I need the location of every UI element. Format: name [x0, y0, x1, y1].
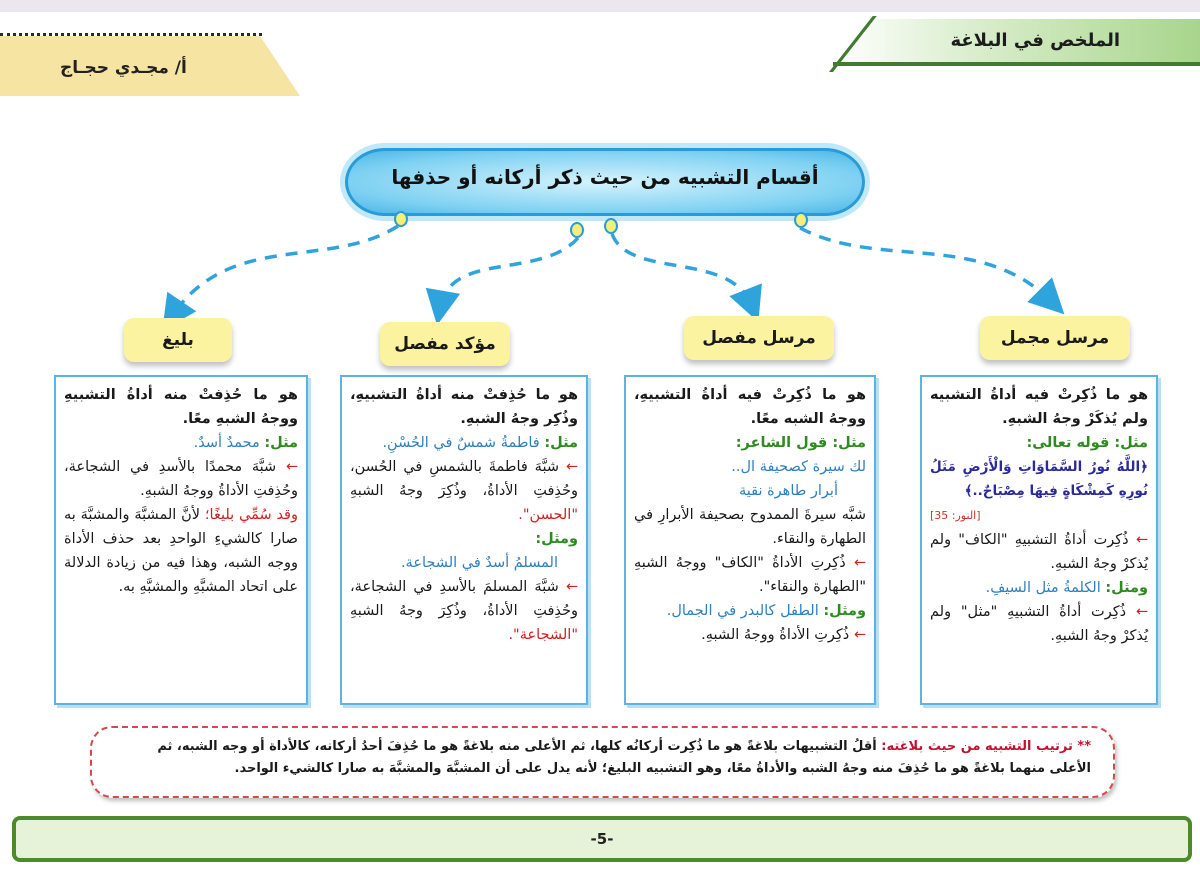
- example2-label: ومثل:: [535, 531, 578, 547]
- definition: هو ما ذُكِرتْ فيه أداةُ التشبيه ولم يُذكَرْ وجهُ الشبهِ.: [930, 387, 1148, 427]
- explanation: ذُكِرتِ الأداةُ "الكاف" ووجهُ الشبهِ "الطهارة والنقاء".: [634, 555, 866, 595]
- explanation: شبَّه سيرةَ الممدوح بصحيفة الأبرارِ في الطهارة والنقاء.: [634, 507, 866, 547]
- arrow-to-muakkad-mufassal: [440, 238, 578, 308]
- poem-line: أبرار طاهرة نقية: [738, 483, 838, 499]
- explanation: شبَّهَ محمدًا بالأسدِ في الشجاعة، وحُذِفتِ الأداةُ ووجهُ الشبهِ.: [64, 459, 298, 499]
- highlight: "الحسن".: [518, 507, 578, 523]
- arrow-to-mursal-mufassal: [612, 234, 752, 306]
- arrow-icon: ←: [1135, 604, 1148, 620]
- box-mursal-mujmal: [920, 375, 1158, 705]
- arrow-to-baligh: [172, 226, 398, 316]
- box-baligh: [54, 375, 308, 705]
- definition: هو ما حُذِفتْ منه أداةُ التشبيهِ ووجهُ الشبهِ معًا.: [64, 387, 298, 427]
- arrow-to-mursal-mujmal: [800, 228, 1052, 302]
- naming-note: وقد سُمِّي بليغًا؛: [204, 507, 298, 523]
- explanation: شبَّهَ المسلمَ بالأسدِ في الشجاعة، وحُذِفتِ الأداةُ، وذُكِرَ وجهُ الشبهِ: [350, 579, 578, 619]
- arrow-icon: ←: [853, 555, 866, 571]
- banner-title: أقسام التشبيه من حيث ذكر أركانه أو حذفها: [391, 165, 819, 189]
- quran-verse: ﴿اللَّهُ نُورُ السَّمَاوَاتِ وَالْأَرْضِ مَثَلُ نُورِهِ كَمِشْكَاةٍ فِيهَا مِصْبَاحٌ..﴾: [930, 459, 1148, 499]
- arrow-icon: ←: [853, 627, 866, 643]
- page-number: -5-: [590, 830, 614, 848]
- arrow-icon: ←: [565, 579, 579, 595]
- note-lead: ** ترتيب التشبيه من حيث بلاغته:: [881, 739, 1091, 754]
- example-intro: مثل: قول الشاعر:: [735, 435, 866, 451]
- box-muakkad-mufassal: [340, 375, 588, 705]
- arrow-icon: ←: [285, 459, 299, 475]
- reason: لأنَّ المشبَّهَ والمشبَّهَ به صارا كالشيءِ الواحدِ بعد حذف الأداة ووجه الشبه، وهذا فيه من زيادة الدلالة على اتحاد المشبَّهِ والمشبَّهِ به.: [64, 507, 298, 595]
- example-label: مثل:: [264, 435, 298, 451]
- tag-mursal-mufassal: مرسل مفصل: [684, 316, 834, 360]
- arrow-icon: ←: [1135, 532, 1149, 548]
- example2-text: المسلمُ أسدٌ في الشجاعة.: [400, 555, 558, 571]
- explanation: شبَّهَ فاطمةَ بالشمسِ في الحُسن، وحُذِفتِ الأداةُ، وذُكِرَ وجهُ الشبهِ: [350, 459, 578, 499]
- example2-text: الطفل كالبدر في الجمال.: [666, 603, 819, 619]
- example2-text: الكلمةُ مثل السيفِ.: [985, 580, 1101, 596]
- example-label: مثل:: [544, 435, 578, 451]
- definition: هو ما حُذِفتْ منه أداةُ التشبيهِ، وذُكِر وجهُ الشبهِ.: [350, 387, 578, 427]
- citation: [النور: 35]: [930, 509, 981, 522]
- footer-bar: [12, 816, 1192, 862]
- arrow-icon: ←: [565, 459, 579, 475]
- example-intro: مثل: قوله تعالى:: [1026, 435, 1148, 451]
- explanation: ذُكِرت أداةُ التشبيهِ "الكاف" ولم يُذكرْ وجهُ الشبهِ.: [930, 532, 1148, 572]
- author-name: أ/ مجـدي حجـاج: [60, 58, 187, 78]
- tag-mursal-mujmal: مرسل مجمل: [980, 316, 1130, 360]
- box-mursal-mufassal: [624, 375, 876, 705]
- page-title: الملخص في البلاغة: [950, 30, 1120, 51]
- example-text: فاطمةُ شمسٌ في الحُسْنِ.: [382, 435, 540, 451]
- example2-label: ومثل:: [823, 603, 866, 619]
- tag-muakkad-mufassal: مؤكد مفصل: [380, 322, 510, 366]
- definition: هو ما ذُكِرتْ فيه أداةُ التشبيهِ، ووجهُ الشبه معًا.: [634, 387, 866, 427]
- ranking-note: [90, 726, 1115, 798]
- example2-label: ومثل:: [1105, 580, 1148, 596]
- highlight: "الشجاعة".: [508, 627, 578, 643]
- poem-line: لك سيرة كصحيفة ال..: [731, 459, 866, 475]
- example-text: محمدٌ أسدٌ.: [193, 435, 260, 451]
- tag-baligh: بليغ: [124, 318, 232, 362]
- explanation: ذُكِرتِ الأداةُ ووجهُ الشبهِ.: [701, 627, 850, 643]
- explanation: ذُكِرت أداةُ التشبيهِ "مثل" ولم يُذكرْ وجهُ الشبهِ.: [930, 604, 1148, 644]
- note-text: أقلُ التشبيهات بلاغةً هو ما ذُكِرت أركانُه كلها، ثم الأعلى منه بلاغةً هو ما حُذِفَ أحدُ أركانه، كالأداة أو وجه الشبه، ثم الأعلى منهما بلاغةً هو ما حُذِفَ منه وجهُ الشبه والأداةُ معًا، وهو التشبيه البليغ؛ لأنه يدل على أن المشبَّهَ والمشبَّهَ به صارا كالشيء الواحد.: [157, 739, 1091, 776]
